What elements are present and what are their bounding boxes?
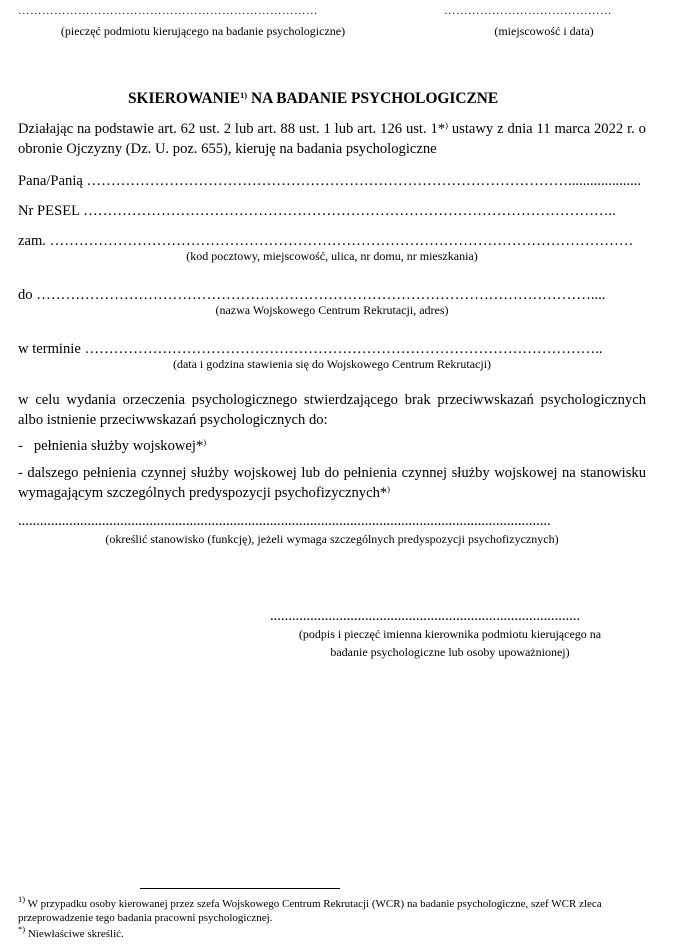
title-main: SKIEROWANIE (128, 90, 241, 107)
address-caption: (kod pocztowy, miejscowość, ulica, nr domu, nr mieszkania) (186, 249, 478, 263)
purpose-item-2 (18, 463, 646, 503)
name-label: Pana/Panią (18, 173, 83, 189)
wcr-row (18, 285, 646, 305)
purpose-item-1 (18, 436, 646, 456)
footnote-2-mark: *) (18, 924, 26, 934)
signature-field[interactable]: ..................................................................................... (270, 608, 581, 624)
footnote-1-mark: 1) (18, 894, 26, 904)
intro-text-2: ustawy z dnia 11 marca 2022 r. o obronie Ojczyzny (Dz. U. poz. 655), kieruję na badania psychologiczne (18, 121, 646, 157)
address-label: zam. (18, 233, 46, 249)
item-1-dash: - (18, 438, 23, 454)
title-rest: NA BADANIE PSYCHOLOGICZNE (247, 90, 499, 107)
stamp-dots[interactable]: ………………………………………………………………… (18, 5, 318, 17)
footnote-1 (18, 894, 650, 925)
place-date-caption: (miejscowość i data) (494, 24, 594, 38)
intro-paragraph (18, 119, 646, 159)
pesel-field[interactable]: ……………………………………………………………………………………………….. (83, 203, 616, 219)
address-row (18, 231, 646, 251)
title-footnote-mark: 1) (240, 90, 248, 100)
footnote-2-text: Niewłaściwe skreślić. (25, 928, 124, 940)
intro-text-1: Działając na podstawie art. 62 ust. 2 lub art. 88 ust. 1 lub art. 126 ust. 1* (18, 121, 446, 137)
pesel-label: Nr PESEL (18, 203, 80, 219)
footnote-1-text: W przypadku osoby kierowanej przez szefa Wojskowego Centrum Rekrutacji (WCR) na badanie psychologiczne, szef WCR zleca przeprowadzenie tego badania pracowni psychologicznej. (18, 898, 602, 924)
date-row (18, 339, 646, 359)
name-row (18, 171, 646, 191)
signature-caption-line-2: badanie psychologiczne lub osoby upoważnionej) (330, 645, 570, 659)
date-field[interactable]: …………………………………………………………………………………………….. (84, 341, 603, 357)
item-2-text: - dalszego pełnienia czynnej służby wojskowej lub do pełnienia czynnej służby wojskowej na stanowisku wymagającym szczególnych predyspozycji psychofizycznych* (18, 465, 646, 501)
wcr-label: do (18, 287, 33, 303)
signature-caption-line-1: (podpis i pieczęć imienna kierownika podmiotu kierującego na (298, 627, 602, 641)
stamp-caption: (pieczęć podmiotu kierującego na badanie psychologiczne) (60, 24, 346, 38)
purpose-paragraph: w celu wydania orzeczenia psychologicznego stwierdzającego brak przeciwwskazań psychologicznych albo istnienie przeciwwskazań psychologicznych do: (18, 392, 646, 428)
wcr-field[interactable]: …………………………………………………………………………………………………….... (36, 287, 606, 303)
item-2-sup: ) (387, 484, 391, 494)
address-field[interactable]: ………………………………………………………………………………………………………… (49, 233, 634, 249)
place-date-dots[interactable]: …………………………………… (444, 5, 612, 17)
item-1-text: pełnienia służby wojskowej* (33, 438, 204, 454)
footnote-2 (18, 924, 650, 941)
pesel-row (18, 201, 646, 221)
item-1-sup: ) (203, 437, 207, 447)
date-label: w terminie (18, 341, 81, 357)
name-field[interactable]: ……………………………………………………………………………………….................... (86, 173, 642, 189)
page-title (128, 90, 498, 108)
wcr-caption: (nazwa Wojskowego Centrum Rekrutacji, adres) (215, 303, 449, 317)
intro-sup: ) (445, 120, 448, 130)
position-field[interactable]: .................................................................................................................................................. (18, 513, 551, 529)
position-caption: (określić stanowisko (funkcję), jeżeli wymaga szczególnych predyspozycji psychofizycznych) (105, 532, 559, 546)
date-caption: (data i godzina stawienia się do Wojskowego Centrum Rekrutacji) (172, 357, 492, 371)
footnote-separator (140, 888, 340, 889)
